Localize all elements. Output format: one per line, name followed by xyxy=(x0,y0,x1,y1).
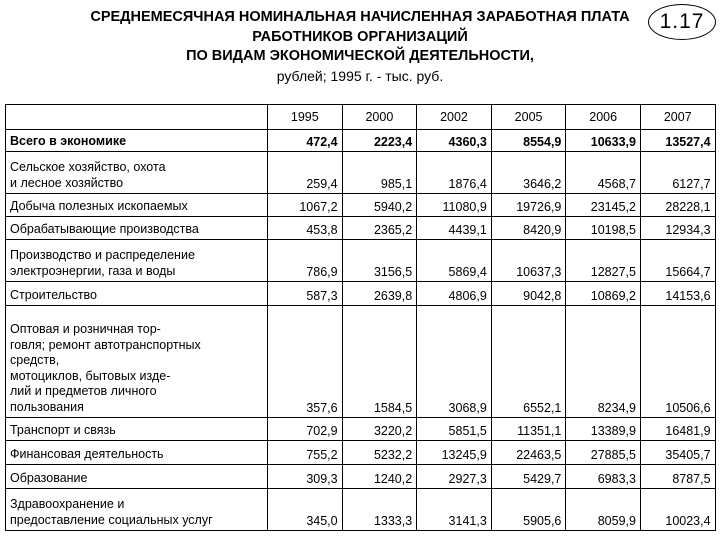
value-cell: 755,2 xyxy=(268,441,343,465)
row-label: Образование xyxy=(6,465,268,489)
value-cell: 13389,9 xyxy=(566,418,641,441)
title-line-1: СРЕДНЕМЕСЯЧНАЯ НОМИНАЛЬНАЯ НАЧИСЛЕННАЯ ЗАРАБОТНАЯ ПЛАТА xyxy=(90,9,630,25)
value-cell: 4806,9 xyxy=(417,282,492,306)
value-cell: 10023,4 xyxy=(640,489,715,531)
title-line-2: РАБОТНИКОВ ОРГАНИЗАЦИЙ xyxy=(252,28,468,45)
table-row xyxy=(6,418,716,441)
table-row xyxy=(6,194,716,217)
value-cell: 309,3 xyxy=(268,465,343,489)
header-cell-empty xyxy=(6,105,268,130)
value-cell: 1333,3 xyxy=(342,489,417,531)
year-header: 1995 xyxy=(268,105,343,130)
value-cell: 22463,5 xyxy=(491,441,566,465)
value-cell: 15664,7 xyxy=(640,240,715,282)
table-row xyxy=(6,282,716,306)
value-cell: 9042,8 xyxy=(491,282,566,306)
table-row xyxy=(6,465,716,489)
value-cell: 23145,2 xyxy=(566,194,641,217)
value-cell: 1584,5 xyxy=(342,306,417,418)
header-row xyxy=(6,105,716,130)
value-cell: 5232,2 xyxy=(342,441,417,465)
value-cell: 35405,7 xyxy=(640,441,715,465)
value-cell: 8554,9 xyxy=(491,130,566,152)
units-subtitle: рублей; 1995 г. - тыс. руб. xyxy=(276,67,444,84)
title-line-3: ПО ВИДАМ ЭКОНОМИЧЕСКОЙ ДЕЯТЕЛЬНОСТИ, xyxy=(186,48,534,64)
row-label: Транспорт и связь xyxy=(6,418,268,441)
value-cell: 3646,2 xyxy=(491,152,566,194)
value-cell: 28228,1 xyxy=(640,194,715,217)
value-cell: 12827,5 xyxy=(566,240,641,282)
value-cell: 8234,9 xyxy=(566,306,641,418)
table-row xyxy=(6,489,716,531)
value-cell: 2639,8 xyxy=(342,282,417,306)
value-cell: 472,4 xyxy=(268,130,343,152)
value-cell: 8787,5 xyxy=(640,465,715,489)
value-cell: 345,0 xyxy=(268,489,343,531)
value-cell: 4439,1 xyxy=(417,217,492,240)
row-label: Здравоохранение и предоставление социальных услуг xyxy=(6,489,268,531)
value-cell: 11351,1 xyxy=(491,418,566,441)
value-cell: 19726,9 xyxy=(491,194,566,217)
value-cell: 5429,7 xyxy=(491,465,566,489)
row-label: Сельское хозяйство, охота и лесное хозяйство xyxy=(6,152,268,194)
row-label: Производство и распределение электроэнергии, газа и воды xyxy=(6,240,268,282)
value-cell: 2223,4 xyxy=(342,130,417,152)
value-cell: 11080,9 xyxy=(417,194,492,217)
value-cell: 27885,5 xyxy=(566,441,641,465)
value-cell: 453,8 xyxy=(268,217,343,240)
page-title xyxy=(0,8,720,86)
year-header: 2002 xyxy=(417,105,492,130)
value-cell: 1876,4 xyxy=(417,152,492,194)
value-cell: 10637,3 xyxy=(491,240,566,282)
value-cell: 8420,9 xyxy=(491,217,566,240)
value-cell: 10506,6 xyxy=(640,306,715,418)
value-cell: 1067,2 xyxy=(268,194,343,217)
value-cell: 6552,1 xyxy=(491,306,566,418)
year-header: 2000 xyxy=(342,105,417,130)
value-cell: 10869,2 xyxy=(566,282,641,306)
value-cell: 10198,5 xyxy=(566,217,641,240)
row-label: Обрабатывающие производства xyxy=(6,217,268,240)
value-cell: 3156,5 xyxy=(342,240,417,282)
value-cell: 587,3 xyxy=(268,282,343,306)
value-cell: 6983,3 xyxy=(566,465,641,489)
value-cell: 4568,7 xyxy=(566,152,641,194)
value-cell: 2927,3 xyxy=(417,465,492,489)
value-cell: 6127,7 xyxy=(640,152,715,194)
value-cell: 14153,6 xyxy=(640,282,715,306)
row-label: Добыча полезных ископаемых xyxy=(6,194,268,217)
value-cell: 702,9 xyxy=(268,418,343,441)
value-cell: 2365,2 xyxy=(342,217,417,240)
value-cell: 5851,5 xyxy=(417,418,492,441)
row-label: Всего в экономике xyxy=(6,130,268,152)
value-cell: 13527,4 xyxy=(640,130,715,152)
table-row xyxy=(6,306,716,418)
value-cell: 8059,9 xyxy=(566,489,641,531)
value-cell: 3141,3 xyxy=(417,489,492,531)
value-cell: 985,1 xyxy=(342,152,417,194)
value-cell: 16481,9 xyxy=(640,418,715,441)
value-cell: 1240,2 xyxy=(342,465,417,489)
value-cell: 786,9 xyxy=(268,240,343,282)
value-cell: 259,4 xyxy=(268,152,343,194)
value-cell: 5869,4 xyxy=(417,240,492,282)
table-row xyxy=(6,217,716,240)
table-row xyxy=(6,152,716,194)
value-cell: 12934,3 xyxy=(640,217,715,240)
year-header: 2006 xyxy=(566,105,641,130)
table-row xyxy=(6,441,716,465)
value-cell: 3220,2 xyxy=(342,418,417,441)
value-cell: 357,6 xyxy=(268,306,343,418)
table-row xyxy=(6,130,716,152)
value-cell: 3068,9 xyxy=(417,306,492,418)
slide-number-badge: 1.17 xyxy=(648,4,716,40)
value-cell: 4360,3 xyxy=(417,130,492,152)
table-row xyxy=(6,240,716,282)
value-cell: 13245,9 xyxy=(417,441,492,465)
wages-table xyxy=(5,104,716,531)
year-header: 2007 xyxy=(640,105,715,130)
value-cell: 10633,9 xyxy=(566,130,641,152)
value-cell: 5940,2 xyxy=(342,194,417,217)
year-header: 2005 xyxy=(491,105,566,130)
value-cell: 5905,6 xyxy=(491,489,566,531)
row-label: Финансовая деятельность xyxy=(6,441,268,465)
row-label: Строительство xyxy=(6,282,268,306)
row-label: Оптовая и розничная тор- говля; ремонт автотранспортных средств, мотоциклов, бытовых изде- лий и предметов личного пользования xyxy=(6,306,268,418)
